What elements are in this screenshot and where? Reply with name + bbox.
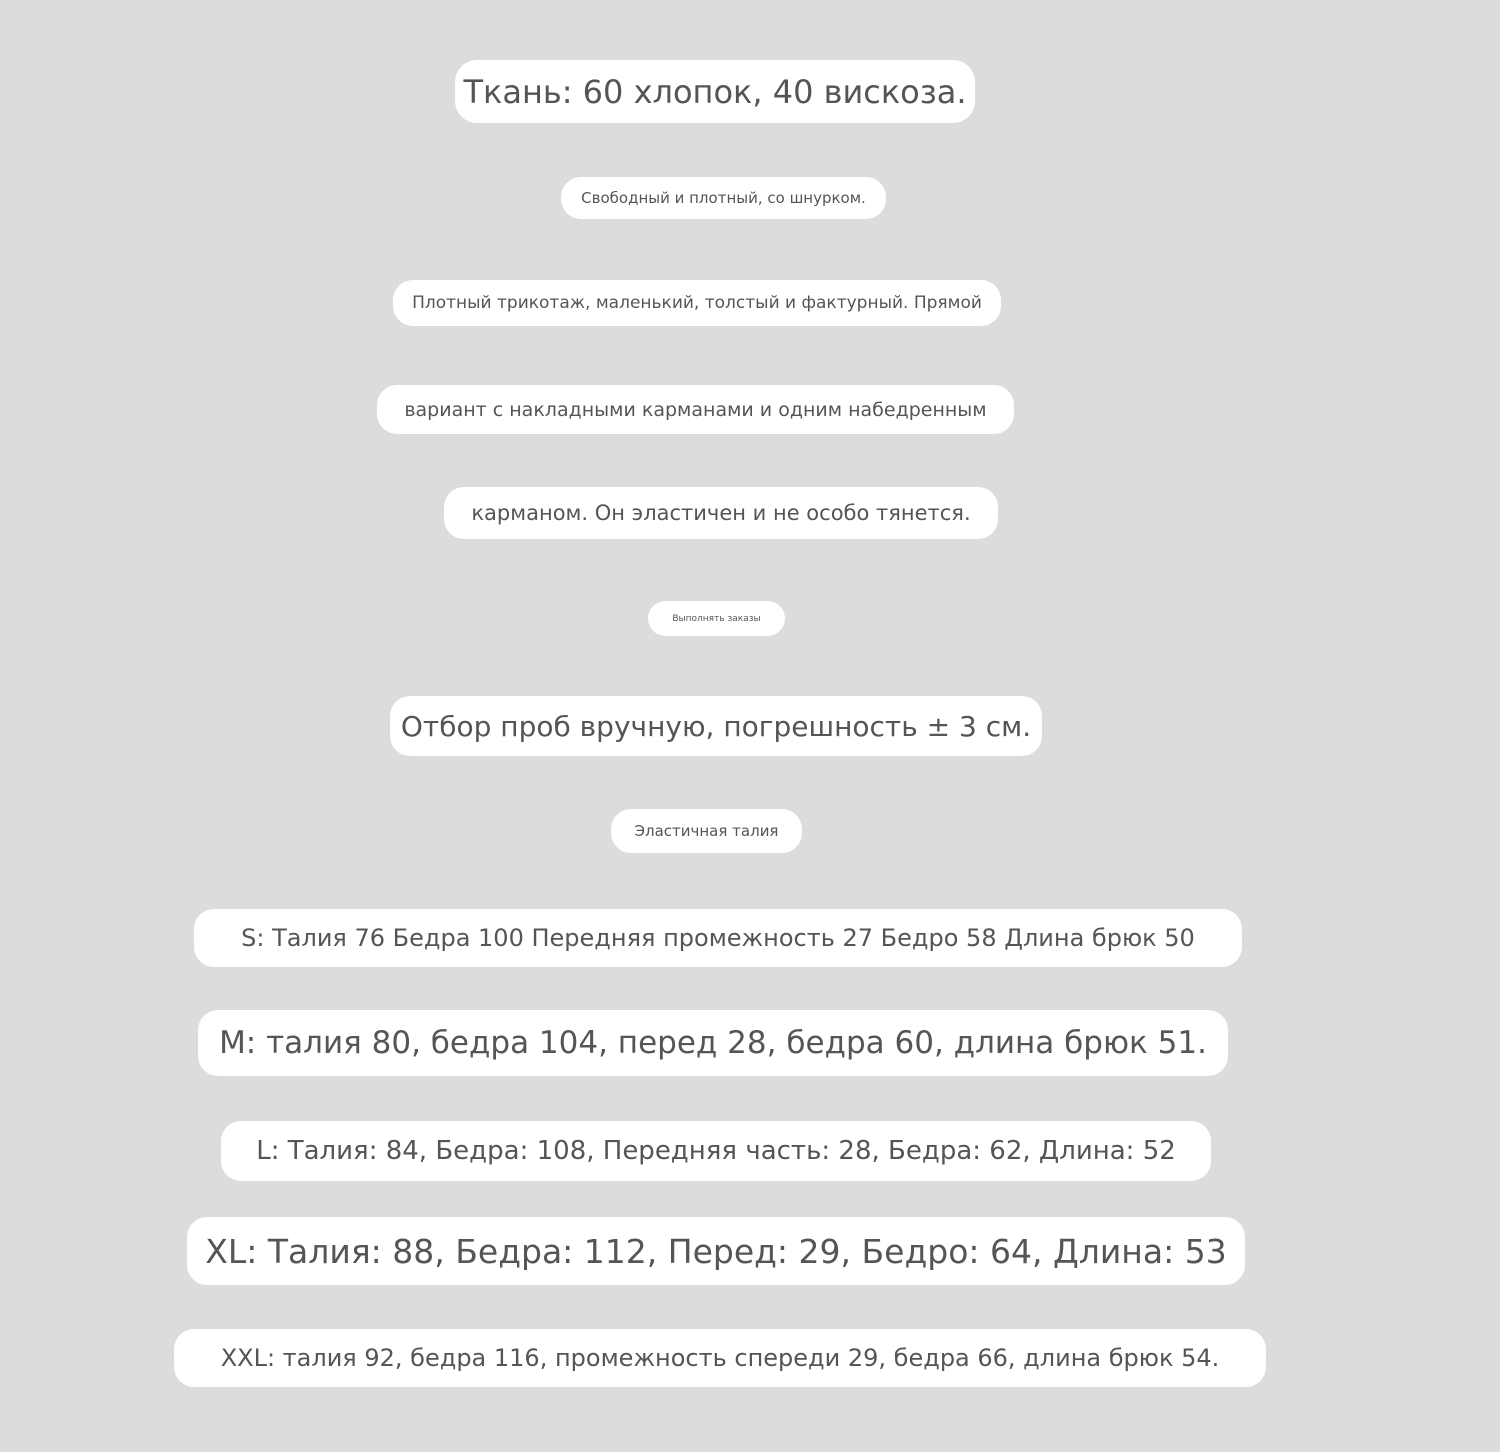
size-l-row: L: Талия: 84, Бедра: 108, Передняя часть: 28, Бедра: 62, Длина: 52 [221, 1121, 1211, 1181]
knit-description-line-2: вариант с накладными карманами и одним набедренным [377, 385, 1014, 434]
size-s-row: S: Талия 76 Бедра 100 Передняя промежность 27 Бедро 58 Длина брюк 50 [194, 909, 1242, 967]
waist-label: Эластичная талия [611, 809, 802, 853]
fit-line: Свободный и плотный, со шнурком. [561, 177, 886, 219]
size-xl-row: XL: Талия: 88, Бедра: 112, Перед: 29, Бедро: 64, Длина: 53 [187, 1217, 1245, 1285]
size-xxl-row: XXL: талия 92, бедра 116, промежность спереди 29, бедра 66, длина брюк 54. [174, 1329, 1266, 1387]
fabric-line: Ткань: 60 хлопок, 40 вискоза. [455, 60, 975, 123]
orders-label: Выполнять заказы [648, 601, 785, 636]
knit-description-line-3: карманом. Он эластичен и не особо тянется. [444, 487, 998, 539]
size-m-row: M: талия 80, бедра 104, перед 28, бедра 60, длина брюк 51. [198, 1010, 1228, 1076]
knit-description-line-1: Плотный трикотаж, маленький, толстый и фактурный. Прямой [393, 280, 1001, 326]
sampling-note: Отбор проб вручную, погрешность ± 3 см. [390, 696, 1042, 756]
